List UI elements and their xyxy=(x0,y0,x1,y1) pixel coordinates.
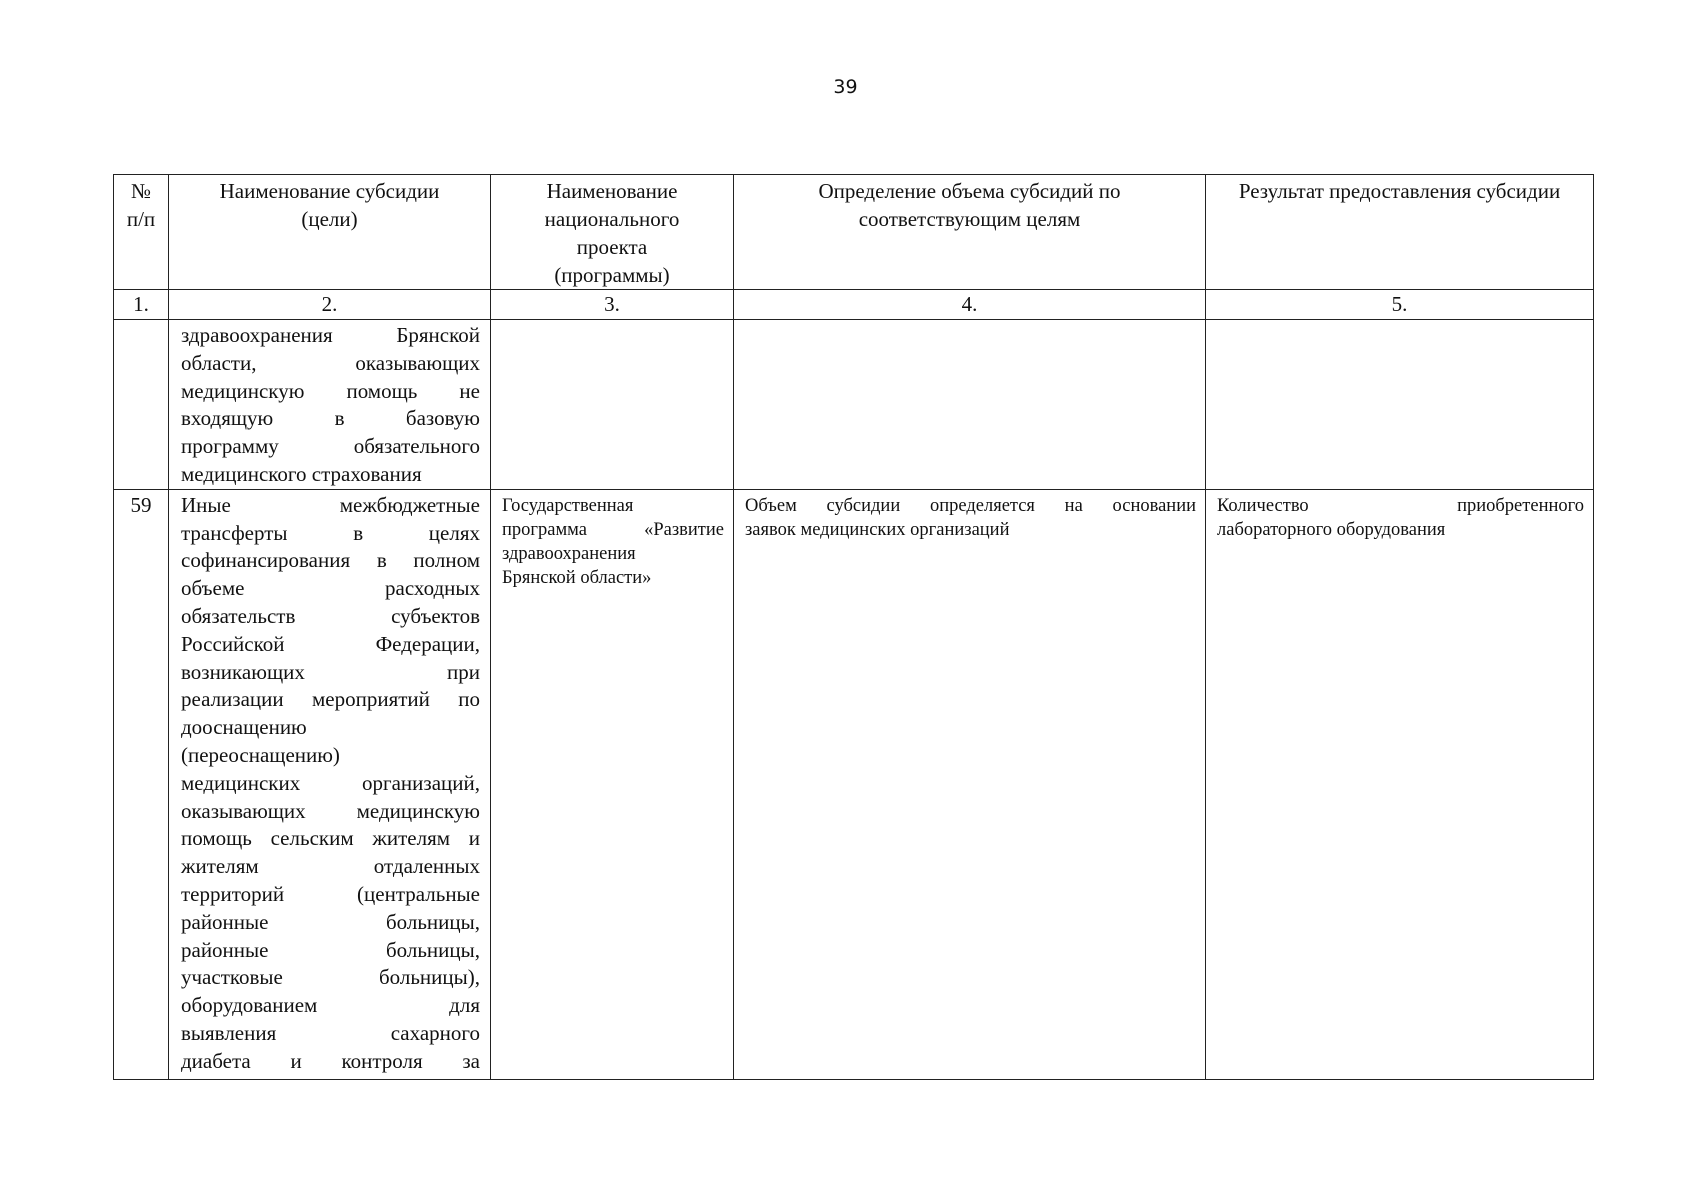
volume-line: заявок медицинских организаций xyxy=(745,519,1010,540)
subsidy-name-line: оказывающих медицинскую xyxy=(181,798,480,823)
header-subsidy-name-line: Наименование субсидии xyxy=(219,179,440,203)
subsidy-name-line: возникающих при xyxy=(181,659,480,684)
header-national-project-line: (программы) xyxy=(554,263,670,287)
subsidy-name-line: участковые больницы), xyxy=(181,965,480,990)
subsidy-name-line: районные больницы, xyxy=(181,937,480,962)
subsidy-name-line: (переоснащению) xyxy=(181,742,340,767)
column-number: 1. xyxy=(114,290,169,320)
subsidy-name-line: дооснащению xyxy=(181,715,307,740)
header-national-project-line: Наименование xyxy=(546,179,678,203)
subsidy-name-line: Иные межбюджетные xyxy=(181,492,480,517)
volume-cell xyxy=(734,489,1206,1079)
project-cell xyxy=(491,489,734,1079)
header-subsidy-name xyxy=(169,175,491,290)
header-result-line: Результат предоставления субсидии xyxy=(1238,179,1561,203)
column-number: 3. xyxy=(491,290,734,320)
subsidy-name-line: помощь сельским жителям и xyxy=(181,826,480,851)
project-line: здравоохранения xyxy=(502,543,636,564)
subsidy-name-cell xyxy=(169,489,491,1079)
project-line: Брянской области» xyxy=(502,567,652,588)
subsidy-table xyxy=(113,174,1594,1080)
header-volume-definition-line: соответствующим целям xyxy=(858,207,1081,231)
header-result xyxy=(1206,175,1594,290)
project-line: программа «Развитие xyxy=(502,519,724,540)
header-national-project-line: проекта xyxy=(576,235,648,259)
header-national-project-line: национального xyxy=(544,207,680,231)
subsidy-name-line: обязательств субъектов xyxy=(181,603,480,628)
column-number: 5. xyxy=(1206,290,1594,320)
subsidy-name-line: жителям отдаленных xyxy=(181,854,480,879)
subsidy-name-line: области, оказывающих xyxy=(181,350,480,375)
result-line: Количество приобретенного xyxy=(1217,495,1584,516)
subsidy-name-line: медицинских организаций, xyxy=(181,770,480,795)
volume-line: Объем субсидии определяется на основании xyxy=(745,495,1196,516)
project-cell xyxy=(491,320,734,490)
header-row xyxy=(114,175,1594,290)
subsidy-name-line: программу обязательного xyxy=(181,434,480,459)
project-line: Государственная xyxy=(502,495,634,516)
subsidy-name-line: софинансирования в полном xyxy=(181,548,480,573)
subsidy-name-line: реализации мероприятий по xyxy=(181,687,480,712)
subsidy-name-line: районные больницы, xyxy=(181,909,480,934)
header-volume-definition-line: Определение объема субсидий по xyxy=(818,179,1121,203)
result-cell xyxy=(1206,489,1594,1079)
volume-cell xyxy=(734,320,1206,490)
page-number: 39 xyxy=(833,76,858,98)
table-row-59 xyxy=(114,489,1594,1079)
header-number-line: № xyxy=(130,179,152,203)
table-row-continuation xyxy=(114,320,1594,490)
column-number: 4. xyxy=(734,290,1206,320)
header-volume-definition xyxy=(734,175,1206,290)
subsidy-name-line: входящую в базовую xyxy=(181,406,480,431)
subsidy-name-line: объеме расходных xyxy=(181,576,480,601)
subsidy-name-line: диабета и контроля за xyxy=(181,1048,480,1073)
header-national-project xyxy=(491,175,734,290)
row-number: 59 xyxy=(114,489,169,1079)
column-number-row xyxy=(114,290,1594,320)
header-subsidy-name-line: (цели) xyxy=(301,207,358,231)
header-number-line: п/п xyxy=(126,207,156,231)
header-number xyxy=(114,175,169,290)
subsidy-name-line: территорий (центральные xyxy=(181,881,480,906)
column-number: 2. xyxy=(169,290,491,320)
subsidy-name-line: трансферты в целях xyxy=(181,520,480,545)
subsidy-name-line: медицинскую помощь не xyxy=(181,378,480,403)
subsidy-name-cell xyxy=(169,320,491,490)
result-cell xyxy=(1206,320,1594,490)
subsidy-name-line: медицинского страхования xyxy=(181,461,422,486)
subsidy-name-line: выявления сахарного xyxy=(181,1020,480,1045)
result-line: лабораторного оборудования xyxy=(1217,519,1446,540)
subsidy-name-line: Российской Федерации, xyxy=(181,631,480,656)
subsidy-name-line: здравоохранения Брянской xyxy=(181,323,480,347)
row-number xyxy=(114,320,169,490)
subsidy-name-line: оборудованием для xyxy=(181,993,480,1018)
